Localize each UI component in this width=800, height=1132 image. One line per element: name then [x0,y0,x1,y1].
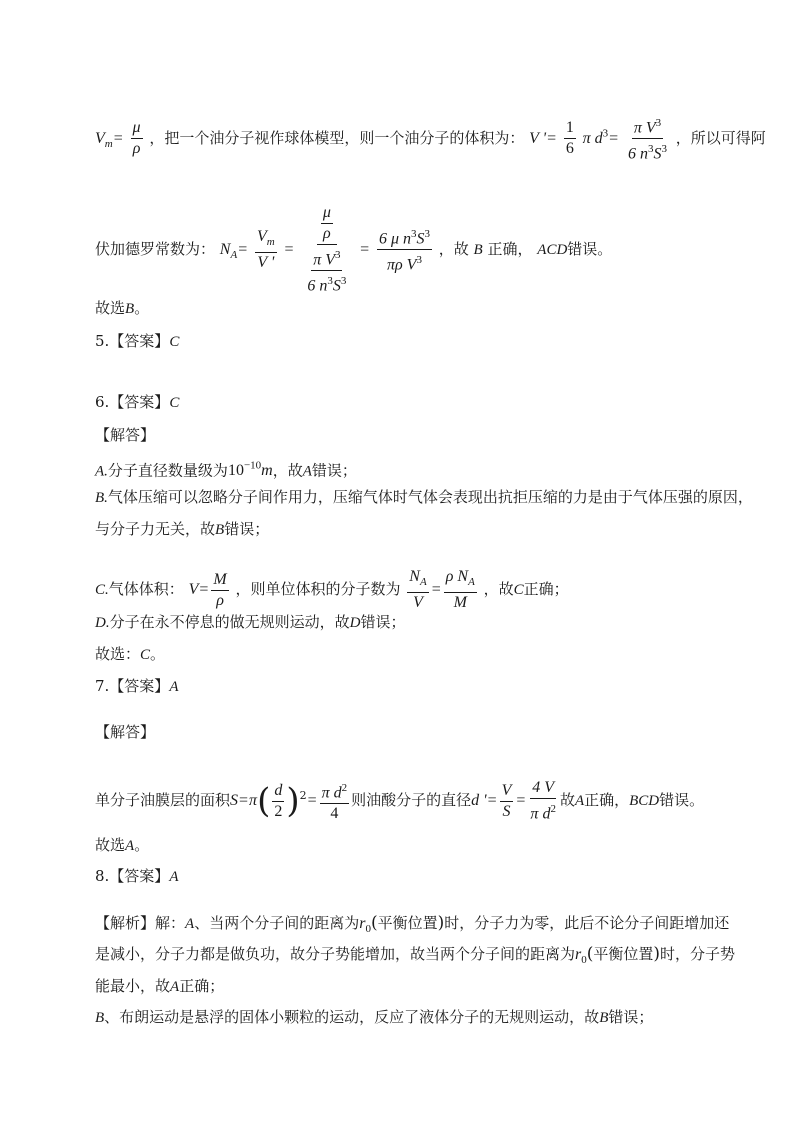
fraction-Vm-over-Vprime: $\frac{V_m}{V '}$ [257,227,275,271]
answer-8: 8.【答案】A [95,867,179,885]
explanation-8-line4: B、布朗运动是悬浮的固体小颗粒的运动，反应了液体分子的无规则运动，故B错误； [95,1008,654,1026]
fraction-one-sixth: $\frac{1}{6}$ [565,119,574,158]
final-choice-7: 故选A。 [95,836,150,854]
final-choice-4: 故选B。 [95,299,150,317]
option-b-6-line2: 与分子力无关，故B错误； [95,520,270,538]
explanation-8-line3: 能最小，故A正确； [95,977,225,995]
answer-7: 7.【答案】A [95,677,179,695]
option-a-6: A.分子直径数量级为$10^{-10}m$，故A错误； [95,460,357,480]
fraction-piV3-over-6n3S3: $\frac{\pi V^3}{6 n^3S^3}$ [626,113,669,165]
fraction-mu-over-rho: $\frac{\mu}{\rho}$ [132,119,141,158]
explanation-heading-6: 【解答】 [95,426,156,444]
explanation-8-line1: 【解析】解：A、当两个分子间的距离为$r_0$(平衡位置)时，分子力为零，此后不论分子间距增加还 [95,913,730,936]
solution-7: 单分子油膜层的面积S=π( $\frac{d}{2}$ )$^2$= $\frac{\pi d^2}{4}$ 则油酸分子的直径d '= $\frac{V}{S}$ = $\frac{4 V}{\pi d^2}$ 故A正确，BCD错误。 [95,779,705,823]
explanation-8-line2: 是减小，分子力都是做负功，故分子势能增加，故当两个分子间的距离为$r_0$(平衡位置)时，分子势 [95,944,736,967]
explanation-heading-7: 【解答】 [95,723,156,741]
option-c-6: C.气体体积： V= $\frac{M}{\rho}$ ，则单位体积的分子数为 $\frac{N_A}{V}$ = $\frac{\rho N_A}{M}$ ，故C正确； [95,568,569,612]
compound-fraction: $\frac{\frac{\mu}{\rho}}{\frac{\pi V^3}{6 n^3S^3}}$ [307,204,347,295]
option-b-6-line1: B.气体压缩可以忽略分子间作用力，压缩气体时气体会表现出抗拒压缩的力是由于气体压强的原因， [95,488,753,506]
answer-6: 6.【答案】C [95,393,180,411]
final-choice-6: 故选：C。 [95,645,166,663]
solution-line-volume: $V_m=$ $\frac{\mu}{\rho}$ ，把一个油分子视作球体模型，则一个油分子的体积为： V '= $\frac{1}{6}$ π $d^3=$ $\frac{\pi V^3}{6 n^3S^3}$ ，所以可得阿 [95,113,766,165]
answer-5: 5.【答案】C [95,332,180,350]
solution-line-avogadro: 伏加德罗常数为： $N_A=$ $\frac{V_m}{V '}$ = $\frac{\frac{\mu}{\rho}}{\frac{\pi V^3}{6 n^3S^3}}$ = $\frac{6 \mu n^3S^3}{\pi\rho V^3}$ ，故 B 正确， ACD错误。 [95,204,613,295]
option-d-6: D.分子在永不停息的做无规则运动，故D错误； [95,613,406,631]
fraction-result: $\frac{6 \mu n^3S^3}{\pi\rho V^3}$ [377,224,432,276]
